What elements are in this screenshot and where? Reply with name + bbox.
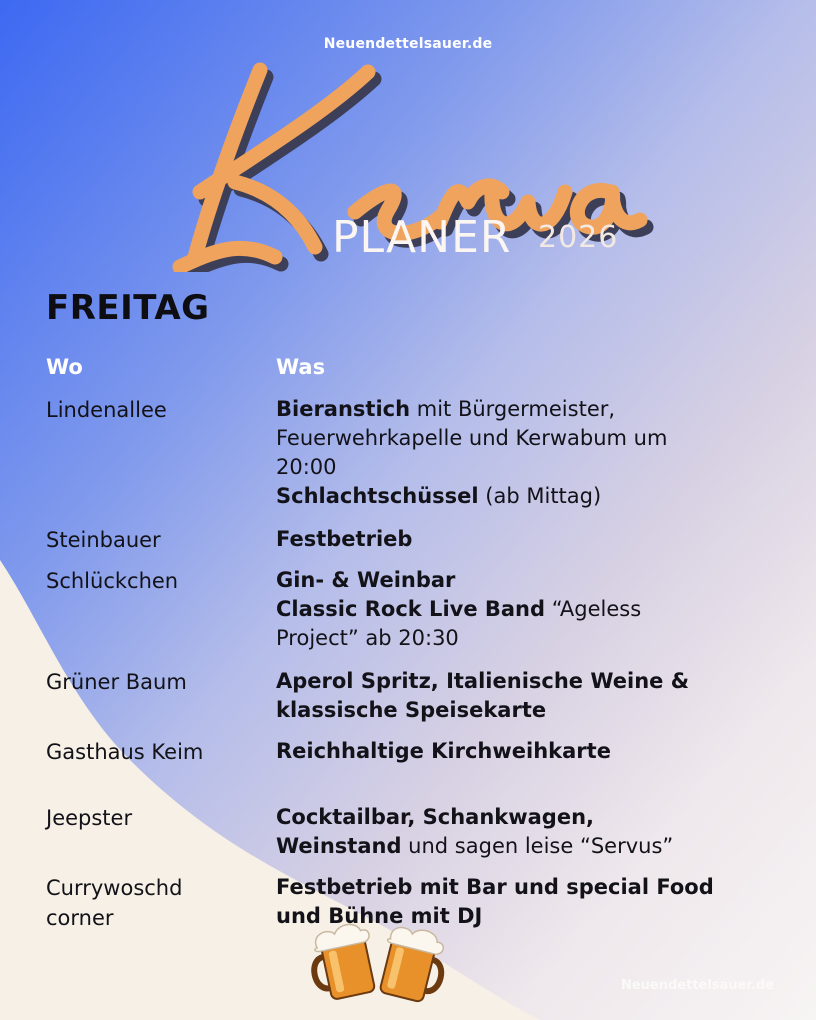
location-line: Currywoschd [46, 876, 183, 900]
row-description [276, 803, 766, 861]
row-location [46, 525, 261, 555]
description-line [276, 624, 766, 653]
description-line [276, 803, 766, 832]
row-location [46, 873, 261, 933]
row-location [46, 566, 261, 596]
highlight-text: Aperol Spritz, Italienische Weine & [276, 669, 690, 693]
location-line: Gasthaus Keim [46, 740, 204, 764]
site-watermark-top: Neuendettelsauer.de [323, 36, 493, 52]
description-line [276, 395, 766, 424]
plain-text: und sagen leise “Servus” [401, 834, 674, 858]
row-description [276, 667, 766, 725]
description-line [276, 873, 766, 902]
plain-text: (ab Mittag) [478, 484, 602, 508]
plain-text: Feuerwehrkapelle und Kerwabum um [276, 426, 668, 450]
description-line [276, 424, 766, 453]
highlight-text: Cocktailbar, Schankwagen, [276, 805, 595, 829]
description-line [276, 482, 766, 511]
highlight-text: Weinstand [276, 834, 402, 858]
location-line: Steinbauer [46, 528, 161, 552]
row-description [276, 525, 766, 554]
location-line: Grüner Baum [46, 670, 187, 694]
highlight-text: Reichhaltige Kirchweihkarte [276, 739, 611, 763]
description-line [276, 453, 766, 482]
highlight-text: klassische Speisekarte [276, 698, 547, 722]
beer-mugs-icon [308, 918, 448, 1004]
location-line: corner [46, 906, 114, 930]
highlight-text: Festbetrieb [276, 527, 413, 551]
year-label: 2026 [538, 220, 619, 255]
description-line [276, 566, 766, 595]
highlight-text: Classic Rock Live Band [276, 597, 546, 621]
plain-text: 20:00 [276, 455, 337, 479]
row-location [46, 667, 261, 697]
description-line [276, 832, 766, 861]
location-line: Schlückchen [46, 569, 179, 593]
plain-text: “Ageless [545, 597, 642, 621]
location-line: Jeepster [46, 806, 133, 830]
row-description [276, 395, 766, 511]
site-watermark-bottom: Neuendettelsauer.de [620, 978, 774, 993]
highlight-text: Schlachtschüssel [276, 484, 479, 508]
column-header-was: Was [276, 355, 326, 379]
description-line [276, 525, 766, 554]
description-line [276, 667, 766, 696]
row-description [276, 566, 766, 653]
row-location [46, 737, 261, 767]
description-line [276, 696, 766, 725]
highlight-text: Bieranstich [276, 397, 411, 421]
plain-text: Project” ab 20:30 [276, 626, 459, 650]
description-line [276, 737, 766, 766]
day-heading: FREITAG [46, 288, 210, 328]
highlight-text: Gin- & Weinbar [276, 568, 456, 592]
planer-title: PLANER [332, 212, 512, 263]
kerwa-planer-logo [140, 40, 660, 290]
highlight-text: und Bühne mit DJ [276, 904, 483, 928]
row-location [46, 395, 261, 425]
column-header-wo: Wo [46, 355, 83, 379]
plain-text: mit Bürgermeister, [410, 397, 616, 421]
row-location [46, 803, 261, 833]
location-line: Lindenallee [46, 398, 167, 422]
description-line [276, 595, 766, 624]
highlight-text: Festbetrieb mit Bar und special Food [276, 875, 714, 899]
row-description [276, 737, 766, 766]
